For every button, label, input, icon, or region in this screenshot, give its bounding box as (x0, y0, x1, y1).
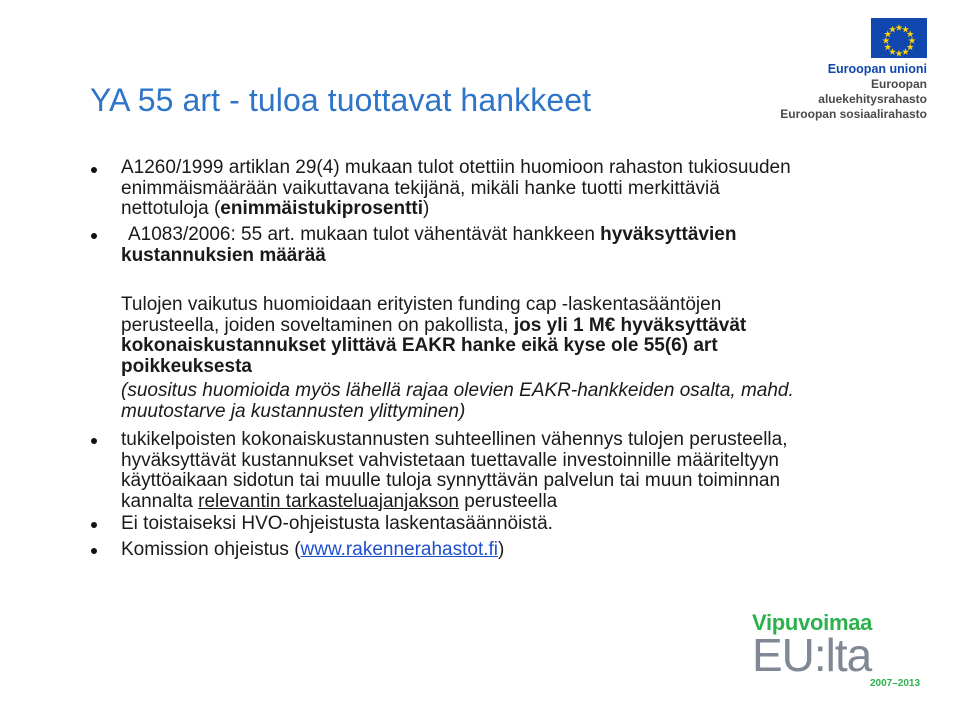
bullet-1-line-3 (121, 199, 791, 220)
bullet-3-line-4 (121, 492, 788, 513)
paragraph-line-3: kokonaiskustannukset ylittävä EAKR hanke eikä kyse ole 55(6) art (121, 335, 718, 356)
bullet-3-line-2: hyväksyttävät kustannukset vahvistetaan tuettavalle investoinnille määriteltyyn (121, 449, 779, 471)
bullet-item-1 (121, 158, 791, 220)
bullet-icon (91, 233, 97, 239)
eu-logo-text (760, 62, 927, 122)
bullet-3-line-4c: perusteella (459, 490, 558, 512)
bullet-5-close: ) (498, 539, 505, 560)
bullet-2-line-1a: A1083/2006: 55 art. mukaan tulot vähentävät hankkeen (128, 224, 601, 245)
bullet-1-line-1: A1260/1999 artiklan 29(4) mukaan tulot otettiin huomioon rahaston tukiosuuden (121, 157, 791, 178)
rakennerahastot-link[interactable]: www.rakennerahastot.fi (300, 539, 499, 560)
bullet-item-5 (121, 540, 504, 561)
bullet-1-line-2: enimmäismäärään vaikuttavana tekijänä, mikäli hanke tuotti merkittäviä (121, 177, 720, 199)
bullet-5-text: Komission ohjeistus ( (121, 539, 301, 560)
paragraph-line-2 (121, 316, 794, 337)
bullet-icon (91, 522, 97, 528)
bullet-item-2 (128, 225, 736, 246)
vipuvoimaa-logo-line1: Vipuvoimaa (752, 610, 873, 635)
bullet-2-line-2: kustannuksien määrää (121, 245, 326, 266)
bullet-icon (91, 438, 97, 444)
eu-logo-line1: Euroopan unioni (827, 62, 927, 76)
paragraph-line-4: poikkeuksesta (121, 355, 252, 377)
eu-logo-line3: Euroopan sosiaalirahasto (780, 107, 927, 121)
eu-logo-line2: Euroopan aluekehitysrahasto (818, 77, 927, 106)
bullet-3-line-1: tukikelpoisten kokonaiskustannusten suhteellinen vähennys tulojen perusteella, (121, 429, 788, 450)
paragraph-line-6: muutostarve ja kustannusten ylittyminen) (121, 400, 466, 422)
bullet-3-underlined-term: relevantin tarkasteluajanjakson (198, 490, 460, 512)
bullet-item-4: Ei toistaiseksi HVO-ohjeistusta laskentasäännöistä. (121, 513, 553, 534)
funding-cap-paragraph (121, 295, 794, 422)
paragraph-line-2a: perusteella, joiden soveltaminen on pakollista, (121, 314, 514, 336)
slide-title: YA 55 art - tuloa tuottavat hankkeet (90, 82, 592, 118)
bullet-icon (91, 167, 97, 173)
bullet-1-line-3a: nettotuloja ( (121, 198, 221, 219)
bullet-icon (91, 548, 97, 554)
vipuvoimaa-logo-line2: EU:lta (752, 629, 872, 681)
paragraph-line-5: (suositus huomioida myös lähellä rajaa olevien EAKR-hankkeiden osalta, mahd. (121, 380, 794, 401)
eu-flag-icon (871, 18, 927, 58)
bullet-3-line-3: käyttöaikaan sidotun tai muulle tuloja synnyttävän palvelun tai muun toiminnan (121, 470, 781, 491)
paragraph-line-1: Tulojen vaikutus huomioidaan erityisten funding cap -laskentasääntöjen (121, 294, 722, 315)
vipuvoimaa-logo (752, 604, 932, 696)
bullet-1-line-3c: ) (423, 198, 430, 219)
bullet-1-bold-term: enimmäistukiprosentti (220, 198, 424, 219)
paragraph-line-2b: jos yli 1 M€ hyväksyttävät (513, 314, 747, 336)
bullet-2-bold-term: hyväksyttävien (600, 224, 737, 245)
bullet-2-line-1 (128, 225, 736, 246)
vipuvoimaa-logo-years: 2007–2013 (870, 678, 921, 689)
bullet-item-3 (121, 430, 788, 512)
bullet-3-line-4a: kannalta (121, 490, 199, 512)
